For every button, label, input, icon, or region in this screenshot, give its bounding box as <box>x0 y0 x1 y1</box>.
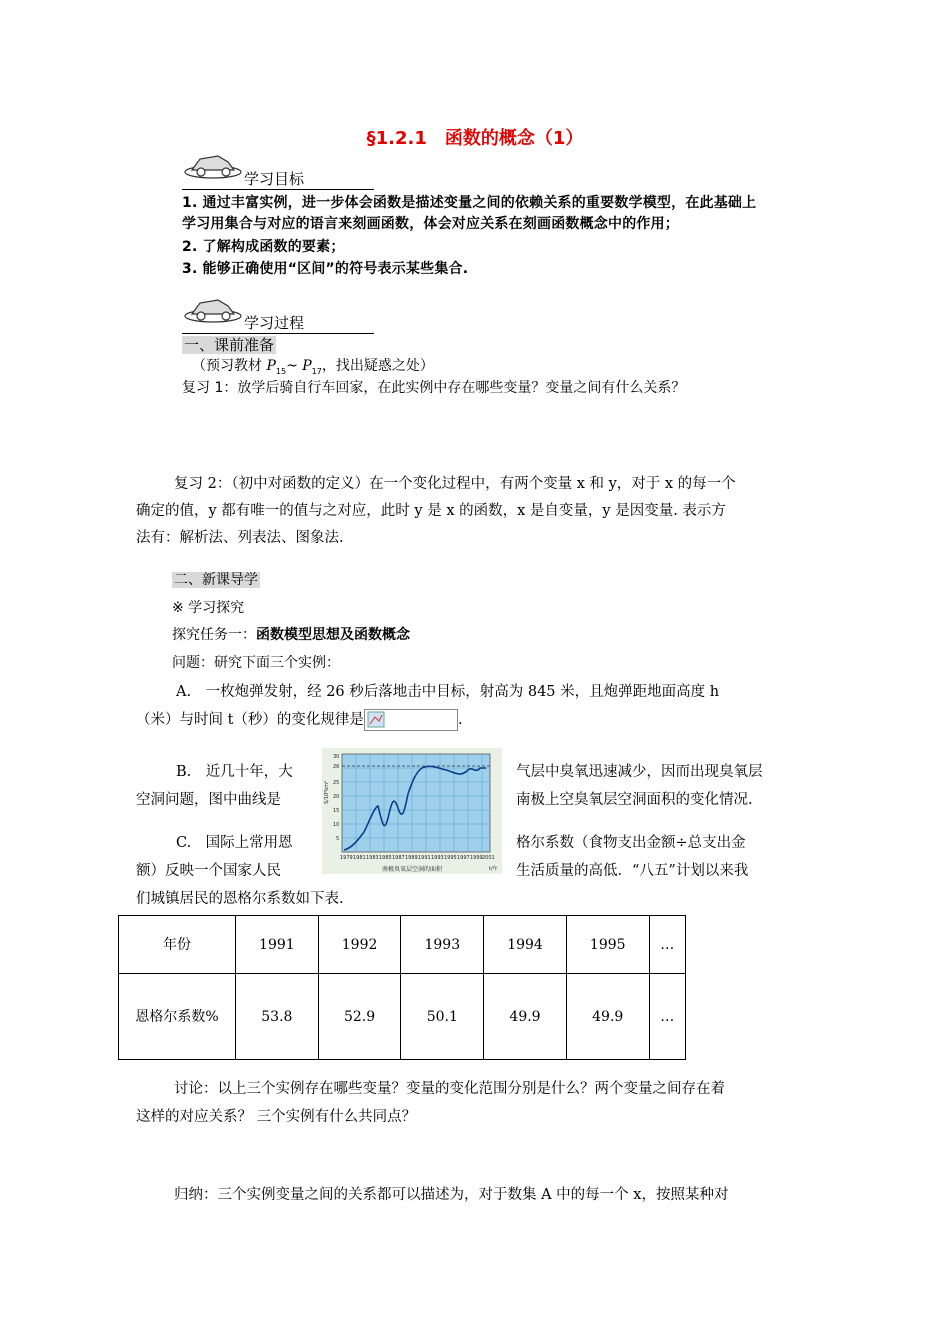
example-c-left: 额）反映一个国家人民 <box>136 863 281 879</box>
summary-line: 归纳：三个实例变量之间的关系都可以描述为，对于数集 A 中的每一个 x，按照某种对 <box>174 1187 729 1203</box>
table-cell: 49.9 <box>484 974 567 1060</box>
example-b-left: 空洞问题，图中曲线是 <box>136 792 281 808</box>
goal-line: 1. 通过丰富实例，进一步体会函数是描述变量之间的依赖关系的重要数学模型，在此基础上 <box>182 195 757 211</box>
table-cell: 53.8 <box>236 974 319 1060</box>
x-tick: 1993 <box>431 855 444 861</box>
discussion-line: 讨论：以上三个实例存在哪些变量？变量的变化范围分别是什么？两个变量之间存在着 <box>174 1081 725 1097</box>
new-lesson-heading <box>172 569 260 589</box>
example-b-left: B. 近几十年，大 <box>176 764 293 780</box>
example-a-line: A. 一枚炮弹发射，经 26 秒后落地击中目标，射高为 845 米，且炮弹距地面高度 h <box>176 684 720 700</box>
broken-image-icon <box>367 711 387 729</box>
goal-line: 2. 了解构成函数的要素； <box>182 239 345 255</box>
x-tick: 1991 <box>418 855 431 861</box>
question-line: 问题：研究下面三个实例： <box>172 655 340 671</box>
example-c-right: 格尔系数（食物支出金额÷总支出金 <box>516 835 746 851</box>
x-tick: 1987 <box>392 855 405 861</box>
table-cell: … <box>649 974 685 1060</box>
page-title: §1.2.1 函数的概念（1） <box>366 128 584 149</box>
review-1: 复习 1：放学后骑自行车回家，在此实例中存在哪些变量？变量之间有什么关系？ <box>182 380 686 396</box>
prep-note-prefix: （预习教材 <box>192 358 267 374</box>
formula-image-placeholder <box>364 709 458 731</box>
table-cell: 1992 <box>318 916 401 974</box>
example-b-right: 南极上空臭氧层空洞面积的变化情况. <box>516 792 753 808</box>
example-b-right: 气层中臭氧迅速减少，因而出现臭氧层 <box>516 764 763 780</box>
example-a-text: （米）与时间 t（秒）的变化规律是 <box>136 712 364 728</box>
chart-caption: 南极臭氧层空洞的面积 <box>382 866 443 873</box>
y-tick: 25 <box>333 780 340 786</box>
x-tick: 1995 <box>444 855 457 861</box>
table-cell: 1995 <box>566 916 649 974</box>
task-title: 函数模型思想及函数概念 <box>256 627 410 643</box>
example-a-end: . <box>457 712 463 728</box>
y-tick: 5 <box>336 836 340 842</box>
table-row <box>119 916 686 974</box>
table-cell: 50.1 <box>401 974 484 1060</box>
table-row <box>119 974 686 1060</box>
prep-heading <box>182 334 276 355</box>
prep-heading-text: 一、课前准备 <box>184 336 275 354</box>
table-cell: 1994 <box>484 916 567 974</box>
prep-note <box>192 355 434 376</box>
new-lesson-heading-text: 二、新课导学 <box>174 572 258 588</box>
table-cell: 49.9 <box>566 974 649 1060</box>
explore-label: ※ 学习探究 <box>172 600 245 616</box>
example-a-line <box>136 708 463 731</box>
task-line <box>172 624 410 644</box>
x-tick: 1989 <box>405 855 418 861</box>
x-tick: 1997 <box>457 855 470 861</box>
page-ref-start: P <box>266 358 276 374</box>
review-2-line: 复习 2：（初中对函数的定义）在一个变化过程中，有两个变量 x 和 y，对于 x 的每一个 <box>174 476 736 492</box>
x-tick: 2001 <box>482 855 495 861</box>
table-header-cell: 恩格尔系数% <box>119 974 236 1060</box>
x-tick: 1985 <box>379 855 392 861</box>
x-tick: 1999 <box>470 855 483 861</box>
process-heading: 学习过程 <box>182 312 374 334</box>
chart-ylabel: S/10⁶km² <box>324 781 330 804</box>
table-cell: 1993 <box>401 916 484 974</box>
table-header-cell: 年份 <box>119 916 236 974</box>
review-2-line: 法有：解析法、列表法、图象法. <box>136 530 344 546</box>
page-ref-start-sub: 15 <box>275 366 287 376</box>
y-tick: 15 <box>333 808 340 814</box>
page-ref-tilde: ~ <box>286 358 303 374</box>
task-label: 探究任务一： <box>172 627 256 643</box>
example-c-right: 生活质量的高低．“八五”计划以来我 <box>516 863 749 879</box>
table-cell: 52.9 <box>318 974 401 1060</box>
example-c-line: 们城镇居民的恩格尔系数如下表. <box>136 891 344 907</box>
engel-table <box>118 915 686 1060</box>
y-tick: 30 <box>333 754 340 760</box>
discussion-line: 这样的对应关系？ 三个实例有什么共同点？ <box>136 1109 417 1125</box>
x-tick: 1981 <box>353 855 366 861</box>
ozone-chart <box>322 748 502 874</box>
x-tick: 1979 <box>340 855 353 861</box>
prep-note-suffix: ，找出疑惑之处） <box>321 358 434 374</box>
goal-line: 学习用集合与对应的语言来刻画函数，体会对应关系在刻画函数概念中的作用； <box>182 216 679 232</box>
page-ref-end: P <box>302 358 312 374</box>
y-tick: 20 <box>333 794 340 800</box>
page-ref-end-sub: 17 <box>311 366 322 376</box>
review-2-line: 确定的值，y 都有唯一的值与之对应，此时 y 是 x 的函数，x 是自变量，y 是因变量. 表示方 <box>136 503 726 519</box>
goal-line: 3. 能够正确使用“区间”的符号表示某些集合. <box>182 261 469 277</box>
y-tick: 10 <box>333 822 340 828</box>
chart-xlabel: t/年 <box>489 866 498 872</box>
y-tick: 26 <box>333 764 340 770</box>
goals-heading: 学习目标 <box>182 168 374 190</box>
table-cell: 1991 <box>236 916 319 974</box>
example-c-left: C. 国际上常用恩 <box>176 835 293 851</box>
table-cell: … <box>649 916 685 974</box>
x-tick: 1983 <box>366 855 379 861</box>
